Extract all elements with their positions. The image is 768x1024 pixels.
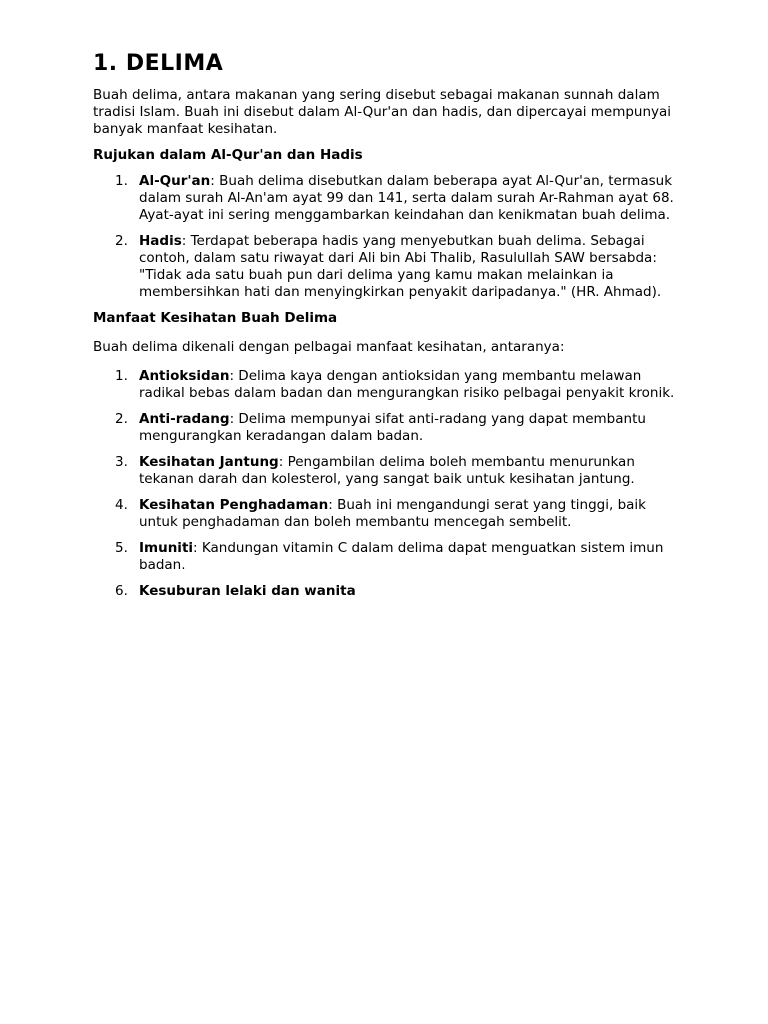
list-item [93,233,683,301]
list-number: 6. [115,583,128,599]
list-number: 2. [115,411,128,427]
list-term: Al-Qur'an [139,173,211,189]
list-text: : Pengambilan delima boleh membantu menurunkan tekanan darah dan kolesterol, yang sangat baik untuk kesihatan jantung. [139,454,635,487]
list-term: Hadis [139,233,182,249]
list-item [93,368,683,402]
section-heading-references: Rujukan dalam Al-Qur'an dan Hadis [93,147,363,163]
list-item [93,583,683,600]
list-term: Kesuburan lelaki dan wanita [139,583,356,599]
list-text: : Buah delima disebutkan dalam beberapa ayat Al-Qur'an, termasuk dalam surah Al-An'am ayat 99 dan 141, serta dalam surah Ar-Rahman ayat 68. Ayat-ayat ini sering menggambarkan keindahan dan kenikmatan buah delima. [139,173,674,223]
list-text: : Delima kaya dengan antioksidan yang membantu melawan radikal bebas dalam badan dan mengurangkan risiko pelbagai penyakit kronik. [139,368,675,401]
list-number: 4. [115,497,128,513]
document-page [93,50,683,609]
list-text: : Delima mempunyai sifat anti-radang yang dapat membantu mengurangkan keradangan dalam badan. [139,411,646,444]
list-text: : Buah ini mengandungi serat yang tinggi, baik untuk penghadaman dan boleh membantu mencegah sembelit. [139,497,646,530]
document-title: 1. DELIMA [93,51,224,76]
list-item [93,497,683,531]
list-number: 5. [115,540,128,556]
list-number: 3. [115,454,128,470]
references-list [93,173,683,301]
list-item [93,454,683,488]
list-term: Kesihatan Jantung [139,454,279,470]
benefits-intro: Buah delima dikenali dengan pelbagai manfaat kesihatan, antaranya: [93,339,565,355]
list-number: 1. [115,368,128,384]
benefits-list [93,368,683,600]
list-text: : Terdapat beberapa hadis yang menyebutkan buah delima. Sebagai contoh, dalam satu riwayat dari Ali bin Abi Thalib, Rasulullah SAW bersabda: "Tidak ada satu buah pun dari delima yang kamu makan melainkan ia membersihkan hati dan menyingkirkan penyakit daripadanya." (HR. Ahmad). [139,233,662,300]
list-text: : Kandungan vitamin C dalam delima dapat menguatkan sistem imun badan. [139,540,664,573]
list-number: 1. [115,173,128,189]
list-item [93,540,683,574]
list-item [93,411,683,445]
list-term: Kesihatan Penghadaman [139,497,329,513]
list-number: 2. [115,233,128,249]
intro-paragraph: Buah delima, antara makanan yang sering disebut sebagai makanan sunnah dalam tradisi Islam. Buah ini disebut dalam Al-Qur'an dan hadis, dan dipercayai mempunyai banyak manfaat kesihatan. [93,87,672,137]
list-term: Antioksidan [139,368,230,384]
list-term: Imuniti [139,540,194,556]
list-item [93,173,683,224]
list-term: Anti-radang [139,411,230,427]
section-heading-benefits: Manfaat Kesihatan Buah Delima [93,310,338,326]
